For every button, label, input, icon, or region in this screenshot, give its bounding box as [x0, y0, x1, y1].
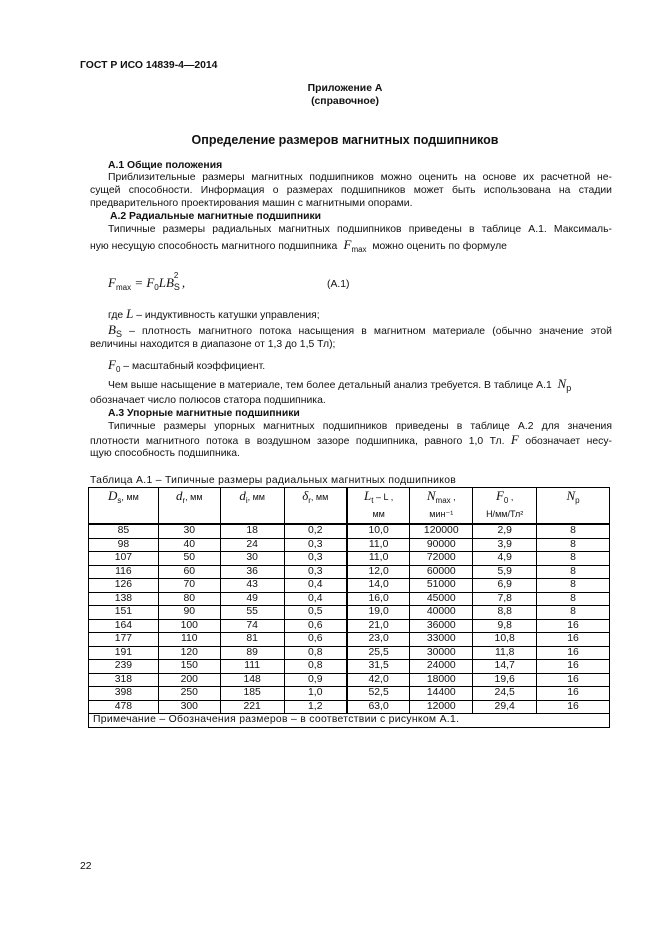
table-cell: 6,9 — [473, 579, 537, 593]
table-cell: 36 — [220, 565, 284, 579]
a2-line: Типичные размеры радиальных магнитных подшипников приведены в таблице А.1. Максималь- — [108, 224, 612, 235]
table-header-row — [89, 488, 610, 525]
table-cell: 8 — [537, 524, 610, 538]
a3-line: Типичные размеры упорных магнитных подшипников приведены в таблице А.2 для значения — [108, 421, 612, 432]
table-cell: 25,5 — [347, 646, 410, 660]
table-cell: 177 — [89, 633, 159, 647]
document-code: ГОСТ Р ИСО 14839-4—2014 — [80, 60, 218, 71]
table-cell: 24,5 — [473, 687, 537, 701]
table-cell: 19,0 — [347, 606, 410, 620]
table-cell: 21,0 — [347, 619, 410, 633]
table-cell: 0,6 — [284, 633, 347, 647]
table-cell: 18 — [220, 524, 284, 538]
table-cell: 200 — [158, 673, 220, 687]
table-cell: 0,3 — [284, 565, 347, 579]
formula: $F_{max} = F_0LB$ 2 S , — [108, 271, 186, 292]
table-row — [89, 579, 610, 593]
table-cell: 50 — [158, 552, 220, 566]
table-cell: 42,0 — [347, 673, 410, 687]
table-cell: 16 — [537, 687, 610, 701]
column-header: dr, мм — [158, 488, 220, 525]
table-cell: 2,9 — [473, 524, 537, 538]
table-cell: 110 — [158, 633, 220, 647]
text: ную несущую способность магнитного подшипника — [90, 241, 338, 252]
a3-line: щую способность подшипника. — [90, 448, 240, 459]
table-cell: 8,8 — [473, 606, 537, 620]
table-cell: 1,2 — [284, 700, 347, 714]
table-cell: 318 — [89, 673, 159, 687]
table-cell: 16 — [537, 700, 610, 714]
table-cell: 116 — [89, 565, 159, 579]
annex-subtitle: (справочное) — [311, 96, 379, 107]
table-row — [89, 633, 610, 647]
where-L: где L – индуктивность катушки управления; — [108, 306, 320, 321]
section-title: Определение размеров магнитных подшипников — [191, 133, 499, 147]
where-B-cont: величины находится в диапазоне от 1,3 до 1,5 Тл); — [90, 339, 336, 350]
table-row — [89, 700, 610, 714]
table-cell: 63,0 — [347, 700, 410, 714]
table-cell: 81 — [220, 633, 284, 647]
table-cell: 8 — [537, 592, 610, 606]
a2-p2-line: Чем выше насыщение в материале, тем более детальный анализ требуется. В таблице А.1 Np — [108, 376, 572, 393]
table-cell: 30 — [158, 524, 220, 538]
a1-line: Приблизительные размеры магнитных подшипников можно оценить на основе их расчетной не- — [108, 172, 612, 183]
table-cell: 90000 — [410, 538, 473, 552]
table-row — [89, 646, 610, 660]
table-cell: 49 — [220, 592, 284, 606]
table-cell: 30 — [220, 552, 284, 566]
table-cell: 33000 — [410, 633, 473, 647]
table-cell: 24 — [220, 538, 284, 552]
table-row — [89, 524, 610, 538]
annex-title: Приложение А — [307, 83, 383, 94]
table-cell: 0,6 — [284, 619, 347, 633]
table-cell: 0,8 — [284, 646, 347, 660]
table-row — [89, 606, 610, 620]
table-cell: 478 — [89, 700, 159, 714]
column-header: δr, мм — [284, 488, 347, 525]
table-cell: 8 — [537, 565, 610, 579]
table-cell: 8 — [537, 579, 610, 593]
table-cell: 85 — [89, 524, 159, 538]
table-cell: 30000 — [410, 646, 473, 660]
table-cell: 98 — [89, 538, 159, 552]
table-cell: 1,0 — [284, 687, 347, 701]
table-cell: 0,4 — [284, 579, 347, 593]
table-cell: 150 — [158, 660, 220, 674]
table-row — [89, 552, 610, 566]
table-cell: 5,9 — [473, 565, 537, 579]
table-cell: 9,8 — [473, 619, 537, 633]
table-cell: 107 — [89, 552, 159, 566]
table-cell: 12,0 — [347, 565, 410, 579]
table-cell: 164 — [89, 619, 159, 633]
column-header: F0 , Н/мм/Тл² — [473, 488, 537, 525]
table-cell: 239 — [89, 660, 159, 674]
column-header: Lt – L , мм — [347, 488, 410, 525]
table-cell: 4,9 — [473, 552, 537, 566]
table-cell: 16 — [537, 646, 610, 660]
column-header: Nmax , мин⁻¹ — [410, 488, 473, 525]
table-cell: 0,9 — [284, 673, 347, 687]
table-cell: 89 — [220, 646, 284, 660]
table-cell: 398 — [89, 687, 159, 701]
table-cell: 11,0 — [347, 552, 410, 566]
table-cell: 80 — [158, 592, 220, 606]
table-cell: 0,3 — [284, 552, 347, 566]
table-cell: 8 — [537, 538, 610, 552]
table-cell: 31,5 — [347, 660, 410, 674]
table-cell: 72000 — [410, 552, 473, 566]
table-cell: 29,4 — [473, 700, 537, 714]
table-cell: 24000 — [410, 660, 473, 674]
table-caption: Таблица А.1 – Типичные размеры радиальных магнитных подшипников — [90, 475, 457, 486]
table-cell: 12000 — [410, 700, 473, 714]
table-row — [89, 538, 610, 552]
table-row — [89, 673, 610, 687]
table-cell: 221 — [220, 700, 284, 714]
table-cell: 16 — [537, 633, 610, 647]
table-cell: 185 — [220, 687, 284, 701]
table-cell: 10,8 — [473, 633, 537, 647]
table-cell: 14400 — [410, 687, 473, 701]
text: можно оценить по формуле — [372, 241, 507, 252]
table-cell: 10,0 — [347, 524, 410, 538]
table-cell: 16 — [537, 619, 610, 633]
page-number: 22 — [80, 861, 92, 872]
table-cell: 43 — [220, 579, 284, 593]
table-row — [89, 687, 610, 701]
table-cell: 120 — [158, 646, 220, 660]
table-row — [89, 619, 610, 633]
column-header: Np — [537, 488, 610, 525]
a1-line: предварительного проектирования машин с магнитными опорами. — [90, 198, 413, 209]
where-F0: $F_0$ – масштабный коэффициент. — [108, 357, 266, 374]
table-row — [89, 660, 610, 674]
a3-line: плотности магнитного потока в воздушном зазоре подшипника, равного 1,0 Тл. F обозначает несу- — [90, 432, 612, 447]
table-cell: 23,0 — [347, 633, 410, 647]
table-row — [89, 592, 610, 606]
table-cell: 100 — [158, 619, 220, 633]
table-cell: 0,5 — [284, 606, 347, 620]
table-cell: 60 — [158, 565, 220, 579]
table-cell: 126 — [89, 579, 159, 593]
table-cell: 3,9 — [473, 538, 537, 552]
table-note: Примечание – Обозначения размеров – в соответствии с рисунком А.1. — [89, 714, 610, 728]
table-cell: 16,0 — [347, 592, 410, 606]
a1-line: сущей способности. Информация о размерах подшипников может быть использована на стадии — [90, 185, 612, 196]
table-cell: 151 — [89, 606, 159, 620]
table-cell: 11,0 — [347, 538, 410, 552]
table-cell: 51000 — [410, 579, 473, 593]
table-cell: 0,2 — [284, 524, 347, 538]
table-cell: 90 — [158, 606, 220, 620]
a3-heading: А.3 Упорные магнитные подшипники — [108, 408, 300, 419]
table-cell: 16 — [537, 660, 610, 674]
table-cell: 300 — [158, 700, 220, 714]
table-cell: 148 — [220, 673, 284, 687]
table-cell: 19,6 — [473, 673, 537, 687]
table-cell: 40 — [158, 538, 220, 552]
table-cell: 8 — [537, 606, 610, 620]
where-B: BS – плотность магнитного потока насыщения в магнитном материале (обычно значение этой — [108, 322, 612, 339]
table-cell: 55 — [220, 606, 284, 620]
column-header: di, мм — [220, 488, 284, 525]
table-row — [89, 565, 610, 579]
table-cell: 74 — [220, 619, 284, 633]
table-cell: 0,4 — [284, 592, 347, 606]
table-cell: 40000 — [410, 606, 473, 620]
formula-number: (А.1) — [327, 279, 350, 290]
table-cell: 250 — [158, 687, 220, 701]
a1-heading: А.1 Общие положения — [108, 160, 223, 171]
table-cell: 11,8 — [473, 646, 537, 660]
table-cell: 16 — [537, 673, 610, 687]
column-header: Ds, мм — [89, 488, 159, 525]
table-cell: 191 — [89, 646, 159, 660]
table-cell: 111 — [220, 660, 284, 674]
table-cell: 0,3 — [284, 538, 347, 552]
bearing-size-table — [88, 487, 610, 728]
table-cell: 45000 — [410, 592, 473, 606]
a2-line — [90, 238, 507, 256]
table-cell: 0,8 — [284, 660, 347, 674]
table-cell: 18000 — [410, 673, 473, 687]
table-cell: 36000 — [410, 619, 473, 633]
a2-heading: А.2 Радиальные магнитные подшипники — [110, 211, 322, 222]
table-cell: 14,0 — [347, 579, 410, 593]
table-cell: 52,5 — [347, 687, 410, 701]
table-cell: 14,7 — [473, 660, 537, 674]
table-cell: 60000 — [410, 565, 473, 579]
table-cell: 70 — [158, 579, 220, 593]
a2-p2-line: обозначает число полюсов статора подшипника. — [90, 395, 326, 406]
fmax-symbol: $F_{max}$ — [340, 237, 367, 254]
table-cell: 138 — [89, 592, 159, 606]
table-cell: 7,8 — [473, 592, 537, 606]
table-cell: 120000 — [410, 524, 473, 538]
table-cell: 8 — [537, 552, 610, 566]
